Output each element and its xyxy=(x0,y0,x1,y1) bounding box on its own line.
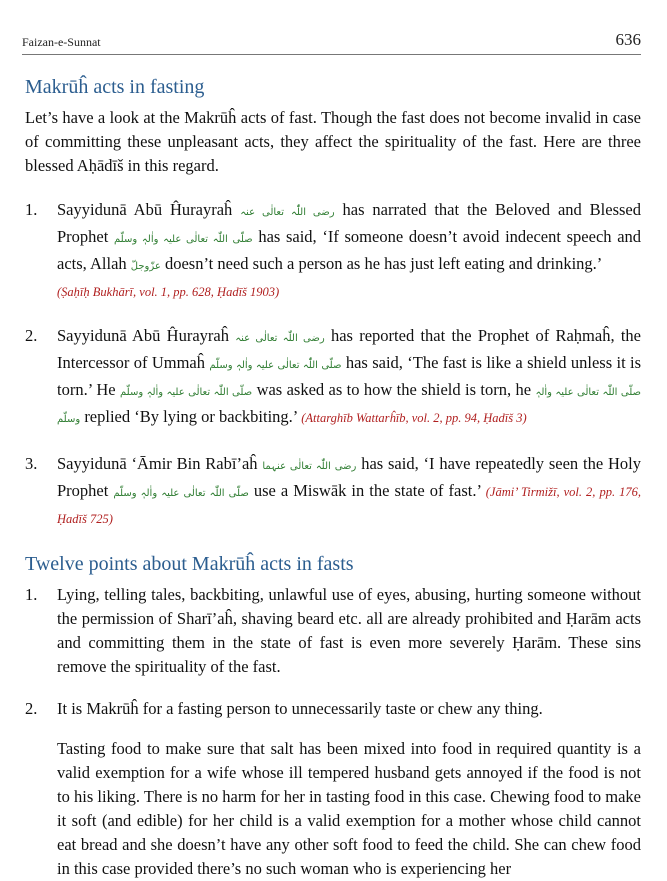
item-number: 1. xyxy=(25,585,38,604)
item-number: 3. xyxy=(25,454,38,473)
item-number: 1. xyxy=(25,200,38,219)
running-header xyxy=(22,30,641,55)
item-text: was asked as to how the shield is torn, he xyxy=(256,380,532,399)
hadith-item-2 xyxy=(25,324,641,432)
item-text: has said, ‘I have repeatedly seen the Holy Prophet xyxy=(57,454,641,500)
honorific-glyph: رضی اللّٰہ تعالٰی عنہ xyxy=(240,207,335,218)
item-number: 2. xyxy=(25,699,38,718)
citation: (Attarghīb Wattarĥīb, vol. 2, pp. 94, Ḥadīš 3) xyxy=(301,411,527,425)
book-title: Faizan-e-Sunnat xyxy=(22,35,101,49)
hadith-item-3 xyxy=(25,452,641,531)
section-intro: Let’s have a look at the Makrūĥ acts of fast. Though the fast does not become invalid in case of committing these unpleasant acts, they affect the spirituality of the fast. Here are three blessed Aḥādīš in this regard. xyxy=(25,108,641,175)
item-text: Lying, telling tales, backbiting, unlawful use of eyes, abusing, hurting someone without the permission of Sharī’aĥ, shaving beard etc. all are already prohibited and Ḥarām acts and committing them in the state of fast is even more severely Ḥarām. These sins remove the spirituality of the fast. xyxy=(57,585,641,676)
point-item-2 xyxy=(25,697,641,721)
item-text: It is Makrūĥ for a fasting person to unnecessarily taste or chew any thing. xyxy=(57,699,543,718)
honorific-glyph: صلّی اللّٰہ تعالٰی علیہ واٰلہٖ وسلّم xyxy=(57,387,642,425)
point-2-explanation: Tasting food to make sure that salt has been mixed into food in required quantity is a valid exemption for a wife whose ill tempered husband gets annoyed if the food is not to his liking. There is no harm for her in tasting food in this case. Chewing food to make it soft (and edible) for her child is a valid exemption for a mother whose child cannot eat bread and she doesn’t have any other soft food to feed the child. She can chew food in this case provided there’s no such woman who is experiencing her xyxy=(57,739,641,878)
honorific-glyph: عزّوجلّ xyxy=(130,261,161,272)
item-text: has said, ‘The fast is like a shield unless it is torn.’ He xyxy=(57,353,642,399)
points-list xyxy=(25,583,641,721)
item-text: replied ‘By lying or backbiting.’ xyxy=(84,407,298,426)
item-number: 2. xyxy=(25,326,38,345)
honorific-glyph: رضی اللّٰہ تعالٰی عنہما xyxy=(262,461,357,472)
honorific-glyph: صلّی اللّٰہ تعالٰی علیہ واٰلہٖ وسلّم xyxy=(209,360,342,371)
item-text: has reported that the Prophet of Raḥmaĥ, the Intercessor of Ummaĥ xyxy=(57,326,641,372)
item-text: Sayyidunā ‘Āmir Bin Rabī’aĥ xyxy=(57,454,258,473)
page-content xyxy=(25,74,641,881)
item-text: Sayyidunā Abū Ĥurayraĥ xyxy=(57,326,229,345)
item-text: Sayyidunā Abū Ĥurayraĥ xyxy=(57,200,233,219)
honorific-glyph: صلّی اللّٰہ تعالٰی علیہ واٰلہٖ وسلّم xyxy=(114,234,253,245)
item-text: has said, ‘If someone doesn’t avoid indecent speech and acts, Allah xyxy=(57,227,642,273)
hadith-list xyxy=(25,198,641,531)
citation: (Ṣaḥīḥ Bukhārī, vol. 1, pp. 628, Ḥadīš 1903) xyxy=(57,285,280,299)
hadith-item-1 xyxy=(25,198,641,304)
item-text: use a Miswāk in the state of fast.’ xyxy=(253,481,481,500)
honorific-glyph: رضی اللّٰہ تعالٰی عنہ xyxy=(235,333,325,344)
citation: (Jāmi’ Tirmižī, vol. 2, pp. 176, Ḥadīš 725) xyxy=(57,485,641,526)
honorific-glyph: صلّی اللّٰہ تعالٰی علیہ واٰلہٖ وسلّم xyxy=(119,387,253,398)
section-heading-twelve-points: Twelve points about Makrūĥ acts in fasts xyxy=(25,553,354,575)
page-number: 636 xyxy=(615,30,641,49)
section-heading-makruh-acts: Makrūĥ acts in fasting xyxy=(25,76,205,98)
honorific-glyph: صلّی اللّٰہ تعالٰی علیہ واٰلہٖ وسلّم xyxy=(113,488,249,499)
item-text: doesn’t need such a person as he has just left eating and drinking.’ xyxy=(164,254,603,273)
item-text: has narrated that the Beloved and Blessed Prophet xyxy=(57,200,642,246)
point-item-1 xyxy=(25,583,641,679)
